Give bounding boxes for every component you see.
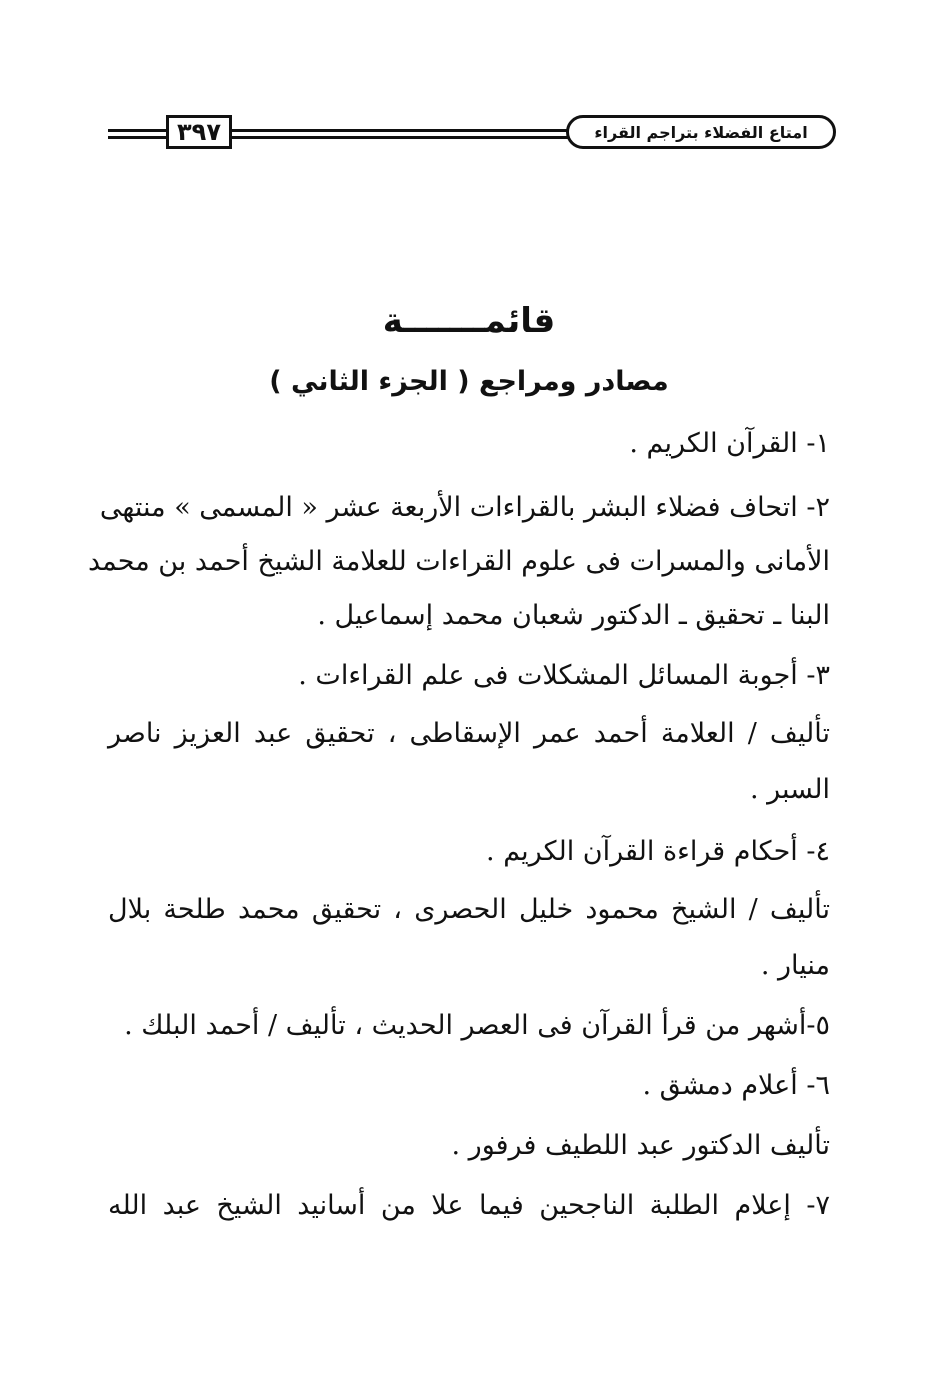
header-rule-left — [108, 129, 168, 139]
section-subtitle: مصادر ومراجع ( الجزء الثاني ) — [269, 366, 669, 397]
text-line: ٥-أشهر من قرأ القرآن فى العصر الحديث ، تأليف / أحمد البلك . — [124, 1010, 830, 1041]
text-line: الأمانى والمسرات فى علوم القراءات للعلامة الشيخ أحمد بن محمد — [88, 546, 830, 577]
text-line: السبر . — [749, 774, 830, 805]
text-line: ٢- اتحاف فضلاء البشر بالقراءات الأربعة عشر « المسمى » منتهى — [99, 492, 830, 523]
text-line: ١- القرآن الكريم . — [629, 428, 830, 459]
text-line: منيار . — [760, 950, 830, 981]
text-line: تأليف / العلامة أحمد عمر الإسقاطى ، تحقيق عبد العزيز ناصر — [108, 718, 830, 749]
page-number: ٣٩٧ — [166, 115, 232, 149]
text-line: تأليف الدكتور عبد اللطيف فرفور . — [451, 1130, 830, 1161]
text-line: البنا ـ تحقيق ـ الدكتور شعبان محمد إسماعيل . — [317, 600, 830, 631]
text-line: ٣- أجوبة المسائل المشكلات فى علم القراءات . — [298, 660, 830, 691]
page-header — [108, 112, 836, 156]
text-line: ٤- أحكام قراءة القرآن الكريم . — [486, 836, 830, 867]
section-title: قائمـــــــة — [382, 301, 556, 341]
running-title: امتاع الفضلاء بتراجم القراء — [566, 115, 836, 149]
text-line: تأليف / الشيخ محمود خليل الحصرى ، تحقيق محمد طلحة بلال — [108, 894, 830, 925]
text-line: ٧- إعلام الطلبة الناجحين فيما علا من أسانيد الشيخ عبد الله — [108, 1190, 830, 1221]
text-line: ٦- أعلام دمشق . — [642, 1070, 830, 1101]
